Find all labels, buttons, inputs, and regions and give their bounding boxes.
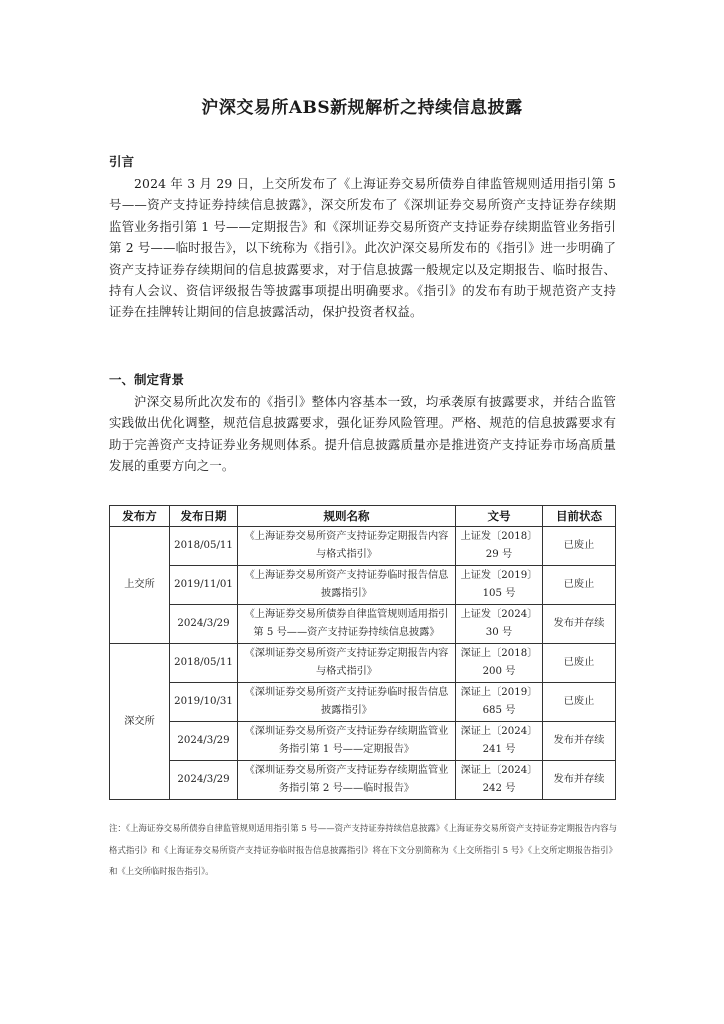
- status-cell: 发布并存续: [543, 605, 616, 644]
- status-cell: 已废止: [543, 644, 616, 683]
- header-doc-number: 文号: [456, 506, 543, 527]
- doc-number-cell: 深证上〔2018〕200 号: [456, 644, 543, 683]
- status-cell: 发布并存续: [543, 722, 616, 761]
- table-row: [110, 527, 616, 566]
- date-cell: 2018/05/11: [170, 527, 238, 566]
- table-row: [110, 722, 616, 761]
- background-paragraph: 沪深交易所此次发布的《指引》整体内容基本一致，均承袭原有披露要求，并结合监管实践做出优化调整，规范信息披露要求，强化证券风险管理。严格、规范的信息披露要求有助于完善资产支持证券业务规则体系。提升信息披露质量亦是推进资产支持证券市场高质量发展的重要方向之一。: [109, 394, 616, 474]
- rule-name-cell: 《深圳证券交易所资产支持证券定期报告内容与格式指引》: [238, 644, 456, 683]
- doc-number-cell: 深证上〔2019〕685 号: [456, 683, 543, 722]
- rule-name-cell: 《上海证券交易所资产支持证券定期报告内容与格式指引》: [238, 527, 456, 566]
- table-header-row: [110, 506, 616, 527]
- intro-heading: 引言: [109, 154, 135, 169]
- status-cell: 已废止: [543, 683, 616, 722]
- table-row: [110, 683, 616, 722]
- header-rule-name: 规则名称: [238, 506, 456, 527]
- header-status: 目前状态: [543, 506, 616, 527]
- doc-number-cell: 深证上〔2024〕241 号: [456, 722, 543, 761]
- table-row: [110, 566, 616, 605]
- doc-number-cell: 深证上〔2024〕242 号: [456, 761, 543, 800]
- section-heading-background: 一、制定背景: [109, 372, 185, 387]
- rule-name-cell: 《上海证券交易所资产支持证券临时报告信息披露指引》: [238, 566, 456, 605]
- rule-name-cell: 《深圳证券交易所资产支持证券存续期监管业务指引第 2 号——临时报告》: [238, 761, 456, 800]
- rules-table: [109, 505, 616, 800]
- status-cell: 已废止: [543, 527, 616, 566]
- doc-number-cell: 上证发〔2019〕105 号: [456, 566, 543, 605]
- date-cell: 2019/11/01: [170, 566, 238, 605]
- issuer-cell-sse: 上交所: [110, 527, 170, 644]
- rule-name-cell: 《深圳证券交易所资产支持证券存续期监管业务指引第 1 号——定期报告》: [238, 722, 456, 761]
- issuer-cell-szse: 深交所: [110, 644, 170, 800]
- rule-name-cell: 《深圳证券交易所资产支持证券临时报告信息披露指引》: [238, 683, 456, 722]
- doc-number-cell: 上证发〔2024〕30 号: [456, 605, 543, 644]
- table-row: [110, 605, 616, 644]
- document-title: 沪深交易所ABS新规解析之持续信息披露: [201, 98, 523, 118]
- header-issuer: 发布方: [110, 506, 170, 527]
- status-cell: 已废止: [543, 566, 616, 605]
- date-cell: 2024/3/29: [170, 761, 238, 800]
- date-cell: 2024/3/29: [170, 605, 238, 644]
- date-cell: 2018/05/11: [170, 644, 238, 683]
- date-cell: 2019/10/31: [170, 683, 238, 722]
- header-date: 发布日期: [170, 506, 238, 527]
- doc-number-cell: 上证发〔2018〕29 号: [456, 527, 543, 566]
- intro-paragraph: 2024 年 3 月 29 日，上交所发布了《上海证券交易所债券自律监管规则适用指引第 5 号——资产支持证券持续信息披露》，深交所发布了《深圳证券交易所资产支持证券存续期监管业务指引第 1 号——定期报告》和《深圳证券交易所资产支持证券存续期监管业务指引第 2 号——临时报告》，以下统称为《指引》。此次沪深交易所发布的《指引》进一步明确了资产支持证券存续期间的信息披露要求，对于信息披露一般规定以及定期报告、临时报告、持有人会议、资信评级报告等披露事项提出明确要求。《指引》的发布有助于规范资产支持证券在挂牌转让期间的信息披露活动，保护投资者权益。: [109, 176, 616, 320]
- table-row: [110, 761, 616, 800]
- status-cell: 发布并存续: [543, 761, 616, 800]
- table-footnote: 注：《上海证券交易所债券自律监管规则适用指引第 5 号——资产支持证券持续信息披露》《上海证券交易所资产支持证券定期报告内容与格式指引》和《上海证券交易所资产支持证券临时报告信息披露指引》将在下文分别简称为《上交所指引 5 号》《上交所定期报告指引》和《上交所临时报告指引》。: [109, 823, 617, 876]
- table-row: [110, 644, 616, 683]
- rule-name-cell: 《上海证券交易所债券自律监管规则适用指引第 5 号——资产支持证券持续信息披露》: [238, 605, 456, 644]
- date-cell: 2024/3/29: [170, 722, 238, 761]
